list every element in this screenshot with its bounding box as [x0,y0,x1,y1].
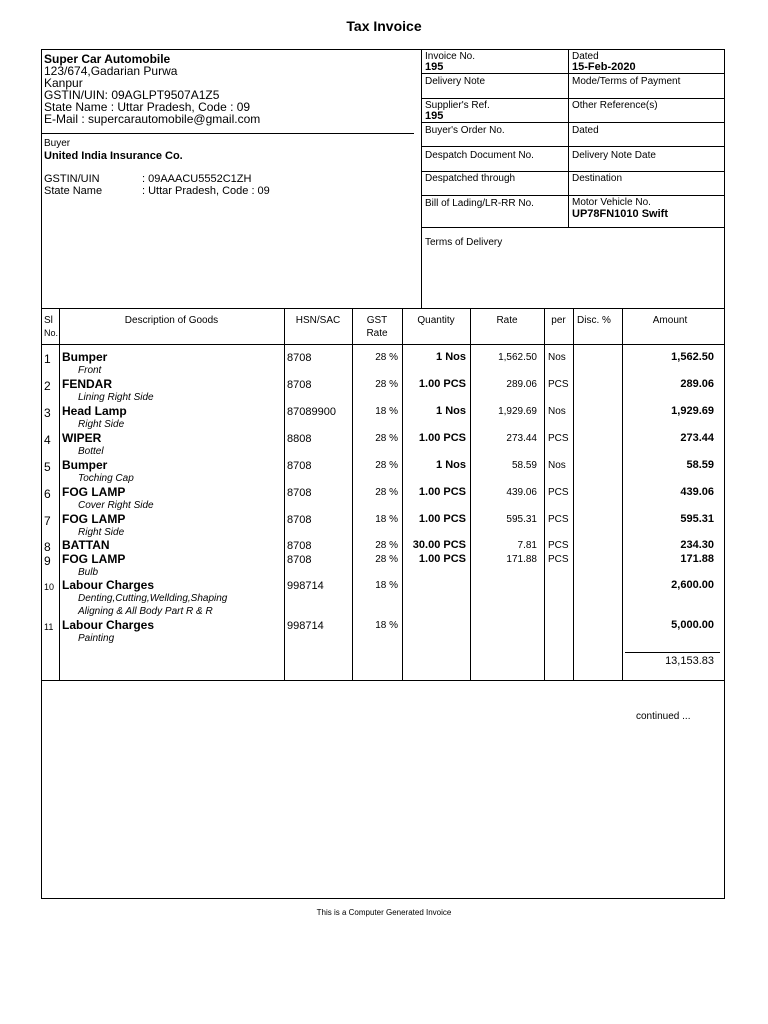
meta-column-divider [568,49,569,227]
row-amount: 439.06 [680,486,714,498]
row-hsn: 8708 [287,554,312,566]
outer-bottom-border [41,898,724,899]
row-per: PCS [548,487,569,498]
row-sl: 2 [44,379,51,393]
other-ref-label: Other Reference(s) [572,100,658,111]
footer-note: This is a Computer Generated Invoice [316,908,452,917]
row-amount: 2,600.00 [671,579,714,591]
row-gst: 28 % [375,554,398,565]
row-item-detail: Toching Cap [78,473,134,484]
col-amount: Amount [652,315,688,326]
row-item-name: Head Lamp [62,404,127,418]
seller-address: 123/674,Gadarian Purwa [44,64,178,78]
row-quantity: 1.00 PCS [418,553,466,565]
row-hsn: 87089900 [287,406,336,418]
row-sl: 6 [44,487,51,501]
row-amount: 234.30 [680,539,714,551]
row-item-detail: Cover Right Side [78,500,154,511]
document-title: Tax Invoice [346,18,422,34]
seller-name: Super Car Automobile [44,52,171,66]
despatch-doc-label: Despatch Document No. [425,150,534,161]
col-description: Description of Goods [124,315,219,326]
row-sl: 4 [44,433,51,447]
row-quantity: 1.00 PCS [418,513,466,525]
dated-label: Dated [572,51,599,62]
col-per: per [551,315,566,326]
destination-label: Destination [572,173,623,184]
col-quantity: Quantity [417,315,455,326]
row-hsn: 8708 [287,487,312,499]
row-quantity: 1.00 PCS [418,486,466,498]
row-sl: 9 [44,554,51,568]
row-item-detail: Painting [78,633,115,644]
col-gst-rate: Rate [366,328,388,339]
row-sl: 10 [44,582,55,592]
row-hsn: 8708 [287,352,312,364]
row-per: Nos [548,406,566,417]
row-per: PCS [548,433,569,444]
row-gst: 18 % [375,580,398,591]
row-quantity: 1 Nos [436,351,466,363]
header-divider [421,49,422,308]
row-quantity: 1 Nos [436,459,466,471]
row-item-detail: Bottel [78,446,104,457]
row-hsn: 998714 [287,620,324,632]
row-gst: 28 % [375,352,398,363]
buyer-label: Buyer [44,138,71,149]
row-amount: 58.59 [686,459,714,471]
row-quantity: 30.00 PCS [412,539,466,551]
delivery-note-label: Delivery Note [425,76,486,87]
row-per: PCS [548,514,569,525]
buyer-gstin: : 09AAACU5552C1ZH [142,173,252,185]
row-amount: 5,000.00 [671,619,714,631]
row-item-name: Bumper [62,350,108,364]
row-gst: 28 % [375,487,398,498]
dated-value: 15-Feb-2020 [572,61,636,73]
dated2-label: Dated [572,125,599,136]
row-item-name: WIPER [62,431,102,445]
terms-of-delivery-label: Terms of Delivery [425,237,503,248]
buyer-gstin-label: GSTIN/UIN [44,173,100,185]
outer-left-border [41,49,42,899]
row-gst: 18 % [375,406,398,417]
row-rate: 171.88 [506,554,537,565]
row-item-detail: Right Side [78,419,125,430]
col-hsn: HSN/SAC [295,315,341,326]
row-sl: 5 [44,460,51,474]
row-gst: 28 % [375,460,398,471]
seller-buyer-divider [41,133,414,134]
row-amount: 595.31 [680,513,714,525]
row-hsn: 8708 [287,540,312,552]
row-item-name: FOG LAMP [62,512,126,526]
bill-of-lading-label: Bill of Lading/LR-RR No. [425,198,534,209]
row-per: Nos [548,460,566,471]
row-item-name: FENDAR [62,377,112,391]
header-top-border [41,49,724,50]
col-gst: GST [366,315,388,326]
row-rate: 439.06 [506,487,537,498]
buyer-state-label: State Name [44,185,103,197]
seller-city: Kanpur [44,76,83,90]
row-sl: 8 [44,540,51,554]
table-bottom-border [41,680,724,681]
outer-right-border [724,49,725,899]
row-amount: 1,929.69 [671,405,714,417]
invoice-no-value: 195 [425,61,444,73]
row-hsn: 8708 [287,460,312,472]
row-quantity: 1.00 PCS [418,378,466,390]
suppliers-ref-label: Supplier's Ref. [425,100,490,111]
row-hsn: 998714 [287,580,324,592]
row-item-name: Labour Charges [62,578,155,592]
row-rate: 289.06 [506,379,537,390]
seller-state: State Name : Uttar Pradesh, Code : 09 [44,100,251,114]
row-item-detail: Bulb [78,567,99,578]
row-gst: 18 % [375,620,398,631]
row-item-name: FOG LAMP [62,485,126,499]
row-rate: 1,929.69 [498,406,537,417]
row-sl: 11 [44,622,54,632]
continued-note: continued ... [636,711,691,722]
seller-email: E-Mail : supercarautomobile@gmail.com [44,112,261,126]
row-item-name: BATTAN [62,538,110,552]
row-item-detail: Right Side [78,527,125,538]
buyers-order-label: Buyer's Order No. [425,125,505,136]
suppliers-ref-value: 195 [425,110,444,122]
row-per: PCS [548,379,569,390]
delivery-note-date-label: Delivery Note Date [572,150,656,161]
col-rate: Rate [496,315,518,326]
row-sl: 1 [44,352,51,366]
mode-terms-label: Mode/Terms of Payment [572,76,681,87]
row-gst: 18 % [375,514,398,525]
row-per: PCS [548,540,569,551]
row-hsn: 8708 [287,379,312,391]
row-rate: 273.44 [506,433,537,444]
row-rate: 595.31 [506,514,537,525]
row-amount: 273.44 [680,432,714,444]
row-sl: 7 [44,514,51,528]
seller-gstin: GSTIN/UIN: 09AGLPT9507A1Z5 [44,88,220,102]
row-hsn: 8708 [287,514,312,526]
row-item-name: Bumper [62,458,108,472]
row-item-detail: Denting,Cutting,Wellding,Shaping [78,593,228,604]
row-item-detail: Lining Right Side [78,392,154,403]
buyer-state: : Uttar Pradesh, Code : 09 [142,185,270,197]
row-rate: 58.59 [511,460,537,471]
row-rate: 7.81 [517,540,537,551]
row-item-name: Labour Charges [62,618,155,632]
row-sl: 3 [44,406,51,420]
row-item-detail: Front [78,365,102,376]
col-disc: Disc. % [577,315,611,326]
row-per: PCS [548,554,569,565]
row-per: Nos [548,352,566,363]
row-rate: 1,562.50 [498,352,537,363]
despatched-through-label: Despatched through [425,173,516,184]
subtotal: 13,153.83 [665,655,714,667]
col-sl: Sl [44,315,53,326]
row-item-detail-2: Aligning & All Body Part R & R [78,606,213,617]
row-quantity: 1.00 PCS [418,432,466,444]
row-gst: 28 % [375,379,398,390]
row-gst: 28 % [375,433,398,444]
invoice-no-label: Invoice No. [425,51,476,62]
row-amount: 1,562.50 [671,351,714,363]
buyer-name: United India Insurance Co. [44,150,183,162]
motor-vehicle-value: UP78FN1010 Swift [572,208,668,220]
col-sl-no: No. [44,328,59,338]
motor-vehicle-label: Motor Vehicle No. [572,197,651,208]
subtotal-rule [625,652,720,653]
row-quantity: 1 Nos [436,405,466,417]
row-amount: 171.88 [680,553,714,565]
row-gst: 28 % [375,540,398,551]
row-amount: 289.06 [680,378,714,390]
row-item-name: FOG LAMP [62,552,126,566]
row-hsn: 8808 [287,433,312,445]
